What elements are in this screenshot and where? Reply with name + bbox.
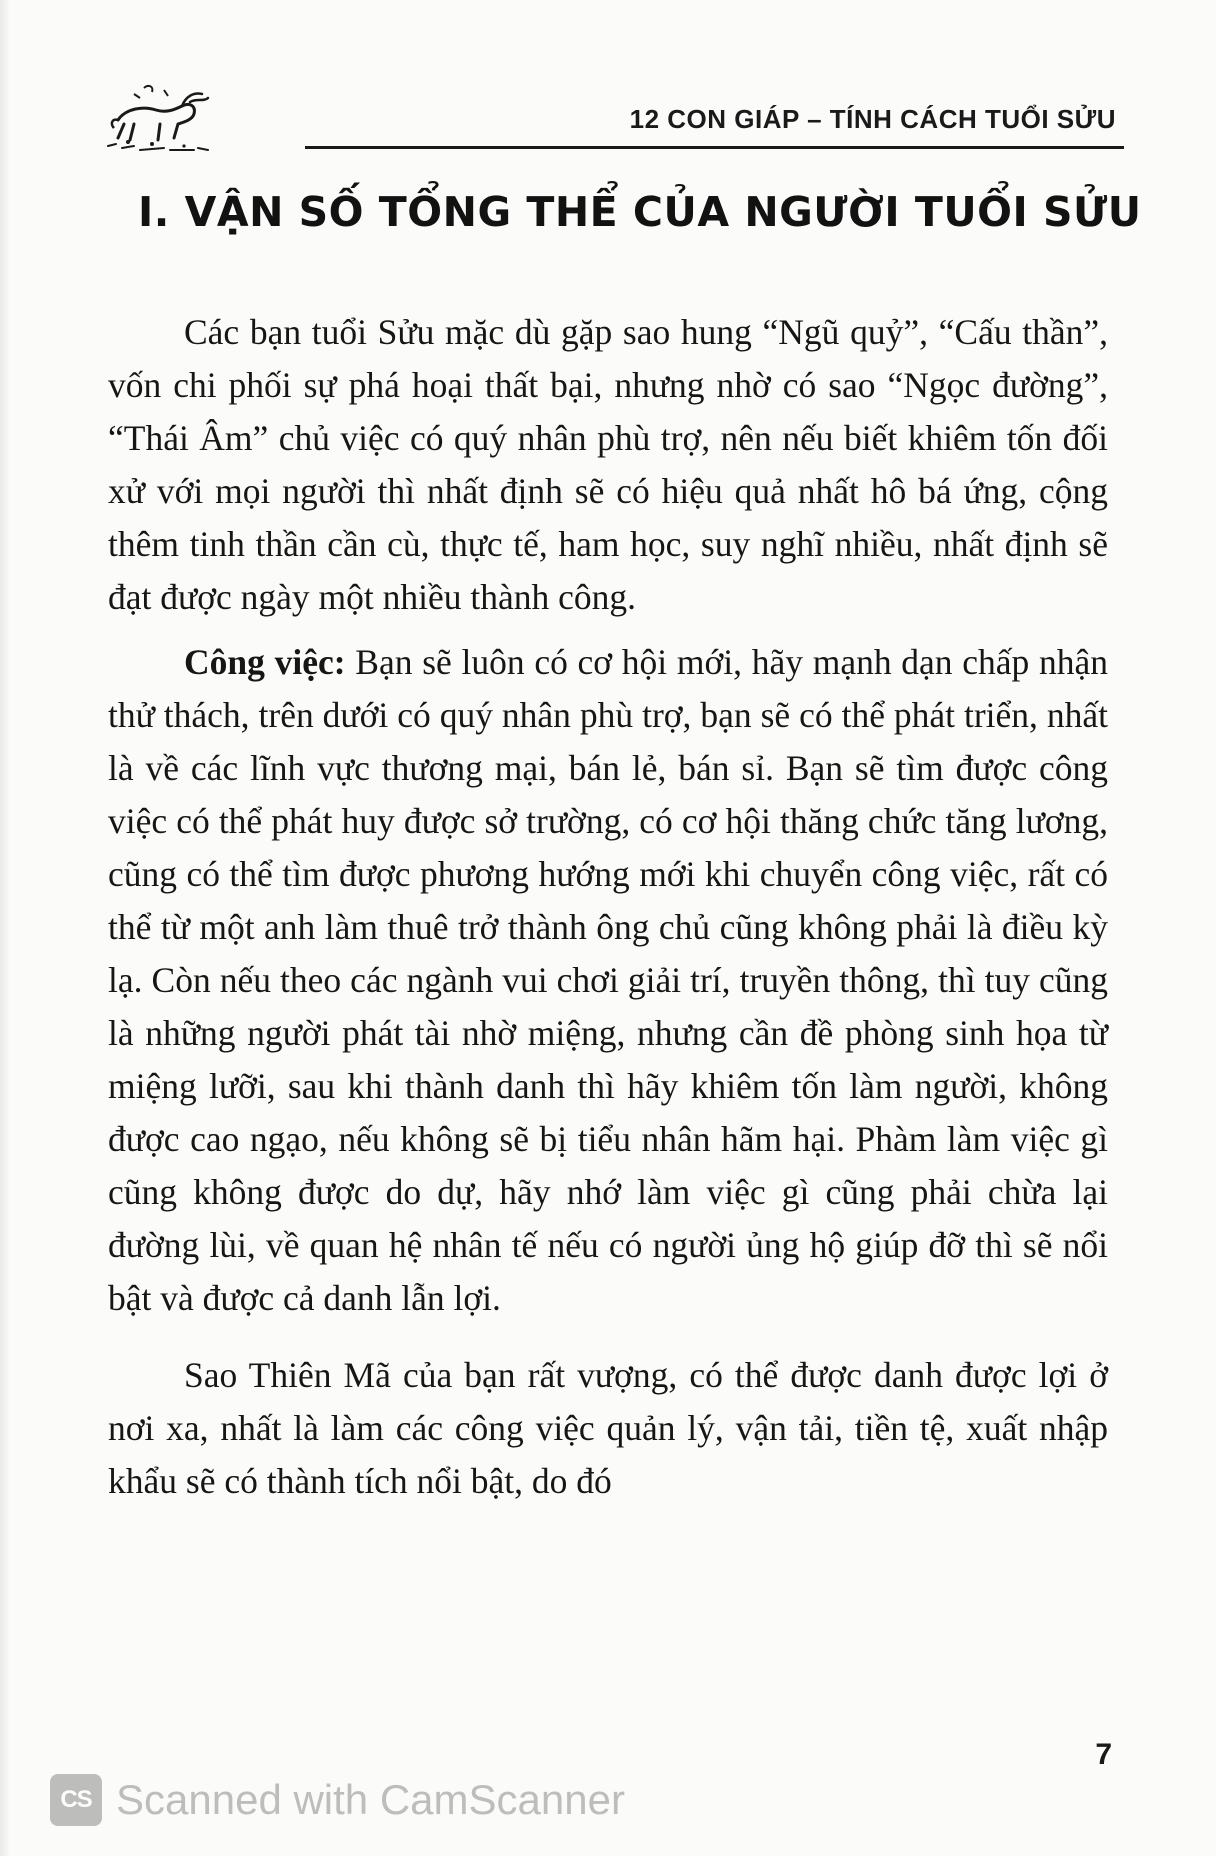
section-heading: I. VẬN SỐ TỔNG THỂ CỦA NGƯỜI TUỔI SỬU <box>138 188 1142 236</box>
header-divider <box>305 146 1124 149</box>
watermark-text: Scanned with CamScanner <box>116 1776 625 1823</box>
paragraph-3: Sao Thiên Mã của bạn rất vượng, có thể được danh được lợi ở nơi xa, nhất là làm các công việc quản lý, vận tải, tiền tệ, xuất nhập khẩu sẽ có thành tích nổi bật, do đó <box>108 1355 1108 1501</box>
page-edge-shadow <box>0 0 10 1856</box>
paragraph-2-label: Công việc: <box>184 642 346 682</box>
camscanner-watermark <box>50 1772 625 1828</box>
paragraph-1: Các bạn tuổi Sửu mặc dù gặp sao hung “Ngũ quỷ”, “Cấu thần”, vốn chi phối sự phá hoại thất bại, nhưng nhờ có sao “Ngọc đường”, “Thái Âm” chủ việc có quý nhân phù trợ, nên nếu biết khiêm tốn đối xử với mọi người thì nhất định sẽ có hiệu quả nhất hô bá ứng, cộng thêm tinh thần cần cù, thực tế, ham học, suy nghĩ nhiều, nhất định sẽ đạt được ngày một nhiều thành công. <box>108 312 1108 617</box>
paragraph-2-text: Bạn sẽ luôn có cơ hội mới, hãy mạnh dạn chấp nhận thử thách, trên dưới có quý nhân phù trợ, bạn sẽ có thể phát triển, nhất là về các lĩnh vực thương mại, bán lẻ, bán sỉ. Bạn sẽ tìm được công việc có thể phát huy được sở trường, có cơ hội thăng chức tăng lương, cũng có thể tìm được phương hướng mới khi chuyển công việc, rất có thể từ một anh làm thuê trở thành ông chủ cũng không phải là điều kỳ lạ. Còn nếu theo các ngành vui chơi giải trí, truyền thông, thì tuy cũng là những người phát tài nhờ miệng, nhưng cần đề phòng sinh họa từ miệng lưỡi, sau khi thành danh thì hãy khiêm tốn làm người, không được cao ngạo, nếu không sẽ bị tiểu nhân hãm hại. Phàm làm việc gì cũng không được do dự, hãy nhớ làm việc gì cũng phải chừa lại đường lùi, về quan hệ nhân tế nếu có người ủng hộ giúp đỡ thì sẽ nổi bật và được cả danh lẫn lợi. <box>108 642 1109 1318</box>
camscanner-logo-text: CS <box>60 1786 92 1813</box>
paragraph-2 <box>108 636 1108 1325</box>
body-text <box>108 306 1108 1508</box>
camscanner-logo-icon <box>50 1774 102 1826</box>
ox-illustration-icon <box>104 80 234 160</box>
running-header-title: 12 CON GIÁP – TÍNH CÁCH TUỔI SỬU <box>629 104 1116 134</box>
page-number: 7 <box>1095 1738 1112 1771</box>
